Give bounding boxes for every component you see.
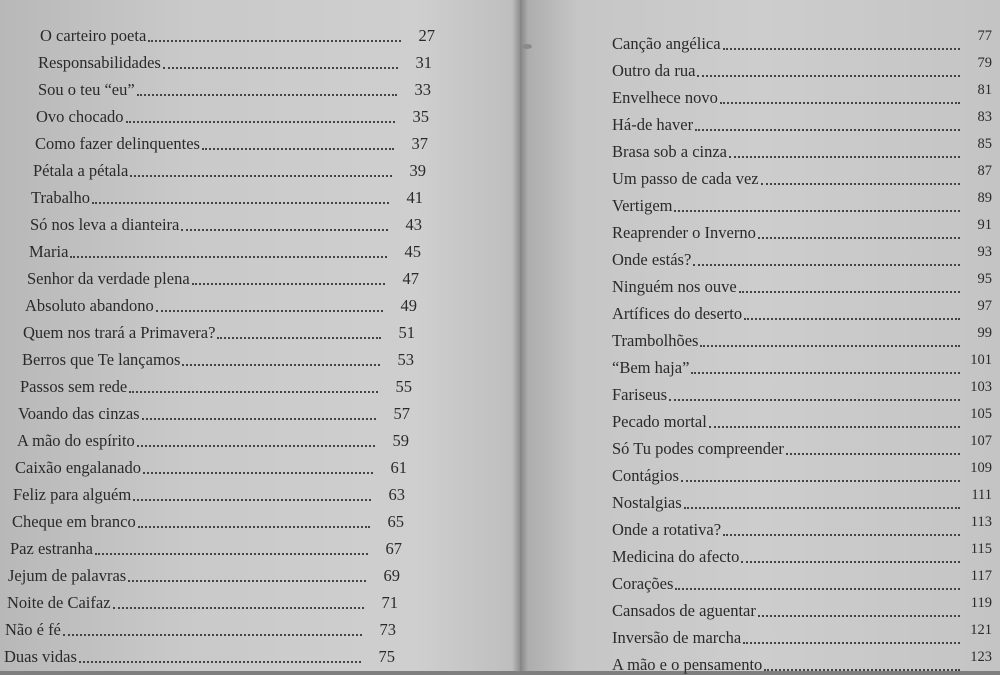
dot-leader	[202, 148, 394, 150]
dot-leader	[129, 391, 378, 393]
dot-leader	[130, 175, 392, 177]
toc-entry-title: Noite de Caifaz	[7, 593, 111, 612]
toc-entry-page-number: 47	[402, 269, 419, 288]
toc-entry	[8, 562, 400, 586]
toc-entry	[612, 165, 992, 189]
toc-entry	[612, 381, 992, 405]
dot-leader	[669, 399, 960, 401]
toc-entry-title: Medicina do afecto	[612, 547, 740, 566]
toc-entry	[612, 543, 992, 567]
toc-entry	[612, 489, 992, 513]
toc-entry-title: Onde estás?	[612, 250, 692, 269]
toc-entry-title: Berros que Te lançamos	[22, 350, 181, 369]
dot-leader	[723, 534, 960, 536]
dot-leader	[133, 499, 371, 501]
toc-entry-page-number: 123	[970, 649, 992, 665]
toc-entry-page-number: 91	[977, 217, 992, 233]
dot-leader	[697, 75, 960, 77]
toc-entry-title: Só nos leva a dianteira	[30, 215, 180, 234]
toc-entry-page-number: 63	[388, 485, 405, 504]
toc-entry-title: Pecado mortal	[612, 412, 707, 431]
toc-entry-page-number: 105	[970, 406, 992, 422]
dot-leader	[156, 310, 383, 312]
dot-leader	[684, 507, 960, 509]
dot-leader	[181, 229, 388, 231]
toc-entry-title: Ovo chocado	[36, 107, 124, 126]
dot-leader	[744, 318, 960, 320]
toc-entry-page-number: 83	[977, 109, 992, 125]
toc-entry	[612, 462, 992, 486]
toc-entry-page-number: 111	[971, 487, 992, 503]
toc-entry-title: O carteiro poeta	[40, 26, 147, 45]
toc-entry-page-number: 115	[970, 541, 992, 557]
toc-entry	[38, 49, 432, 73]
toc-entry-page-number: 65	[387, 512, 404, 531]
toc-entry-title: Onde a rotativa?	[612, 520, 722, 539]
toc-entry-page-number: 37	[411, 134, 428, 153]
dot-leader	[63, 634, 362, 636]
dot-leader	[761, 183, 960, 185]
dot-leader	[138, 526, 370, 528]
toc-entry-title: Corações	[612, 574, 674, 593]
toc-entry	[612, 138, 992, 162]
dot-leader	[217, 337, 381, 339]
dot-leader	[182, 364, 380, 366]
toc-entry-title: Feliz para alguém	[13, 485, 132, 504]
toc-entry-page-number: 53	[397, 350, 414, 369]
toc-entry-title: Canção angélica	[612, 34, 721, 53]
toc-entry-page-number: 39	[409, 161, 426, 180]
toc-entry-title: Como fazer delinquentes	[35, 134, 200, 153]
dot-leader	[729, 156, 960, 158]
toc-entry	[12, 508, 404, 532]
toc-entry-page-number: 79	[977, 55, 992, 71]
toc-entry-page-number: 77	[977, 28, 992, 44]
toc-entry-page-number: 97	[977, 298, 992, 314]
toc-entry-title: Um passo de cada vez	[612, 169, 759, 188]
toc-entry-title: Só Tu podes compreender	[612, 439, 784, 458]
toc-entry-page-number: 71	[381, 593, 398, 612]
toc-entry-page-number: 59	[392, 431, 409, 450]
toc-entry-title: Artífices do deserto	[612, 304, 743, 323]
toc-entry-page-number: 81	[977, 82, 992, 98]
toc-entry-title: Brasa sob a cinza	[612, 142, 727, 161]
toc-entry	[35, 130, 428, 154]
toc-entry	[612, 570, 992, 594]
dot-leader	[743, 642, 960, 644]
dot-leader	[723, 48, 960, 50]
toc-entry-title: Não é fé	[5, 620, 61, 639]
toc-entry	[612, 84, 992, 108]
toc-entry-page-number: 95	[977, 271, 992, 287]
toc-entry	[612, 300, 992, 324]
toc-entry-title: Vertigem	[612, 196, 673, 215]
dot-leader	[739, 291, 960, 293]
toc-entry	[5, 616, 396, 640]
toc-entry	[612, 624, 992, 648]
toc-entry-page-number: 43	[405, 215, 422, 234]
dot-leader	[143, 472, 373, 474]
toc-entry	[27, 265, 419, 289]
toc-entry-title: Maria	[29, 242, 69, 261]
toc-entry	[30, 211, 422, 235]
dot-leader	[720, 102, 960, 104]
dot-leader	[695, 129, 960, 131]
toc-entry	[10, 535, 402, 559]
dot-leader	[758, 615, 960, 617]
toc-entry-title: Cheque em branco	[12, 512, 136, 531]
toc-entry-title: Trambolhões	[612, 331, 699, 350]
dot-leader	[148, 40, 401, 42]
toc-entry	[612, 651, 992, 675]
toc-entry-page-number: 45	[404, 242, 421, 261]
dot-leader	[709, 426, 960, 428]
book-gutter	[512, 0, 528, 671]
toc-entry-title: Jejum de palavras	[8, 566, 127, 585]
dot-leader	[192, 283, 385, 285]
toc-entry-page-number: 113	[970, 514, 992, 530]
toc-entry	[36, 103, 429, 127]
dot-leader	[163, 67, 398, 69]
toc-entry	[612, 435, 992, 459]
toc-entry-page-number: 99	[977, 325, 992, 341]
toc-entry-title: Sou o teu “eu”	[38, 80, 135, 99]
toc-entry-title: Caixão engalanado	[15, 458, 141, 477]
toc-entry	[7, 589, 398, 613]
toc-entry-title: Passos sem rede	[20, 377, 128, 396]
toc-entry	[612, 327, 992, 351]
toc-entry-title: Envelhece novo	[612, 88, 718, 107]
toc-entry	[612, 516, 992, 540]
dot-leader	[142, 418, 376, 420]
toc-entry	[17, 427, 409, 451]
toc-entry-title: A mão e o pensamento	[612, 655, 763, 674]
toc-entry-title: Pétala a pétala	[33, 161, 129, 180]
toc-entry-page-number: 61	[390, 458, 407, 477]
dot-leader	[693, 264, 960, 266]
toc-entry-page-number: 101	[970, 352, 992, 368]
toc-entry-page-number: 89	[977, 190, 992, 206]
toc-entry	[612, 192, 992, 216]
toc-entry	[612, 30, 992, 54]
dot-leader	[95, 553, 368, 555]
toc-entry-page-number: 103	[970, 379, 992, 395]
toc-entry-page-number: 85	[977, 136, 992, 152]
toc-entry-page-number: 73	[379, 620, 396, 639]
toc-entry-page-number: 119	[970, 595, 992, 611]
toc-entry-title: Duas vidas	[4, 647, 77, 666]
toc-entry-page-number: 87	[977, 163, 992, 179]
dot-leader	[758, 237, 960, 239]
toc-entry	[33, 157, 426, 181]
toc-entry-page-number: 69	[383, 566, 400, 585]
dot-leader	[113, 607, 364, 609]
toc-entry-page-number: 121	[970, 622, 992, 638]
toc-entry	[40, 22, 435, 46]
toc-entry-page-number: 35	[412, 107, 429, 126]
toc-entry-page-number: 93	[977, 244, 992, 260]
toc-entry-title: A mão do espírito	[17, 431, 135, 450]
toc-entry	[612, 111, 992, 135]
toc-entry-title: Trabalho	[31, 188, 90, 207]
toc-entry	[13, 481, 405, 505]
dot-leader	[691, 372, 960, 374]
toc-entry-title: Paz estranha	[10, 539, 93, 558]
toc-entry-page-number: 75	[378, 647, 395, 666]
dot-leader	[786, 453, 960, 455]
paper-mark	[522, 44, 532, 49]
toc-entry	[22, 346, 414, 370]
toc-entry-title: Voando das cinzas	[18, 404, 140, 423]
dot-leader	[137, 94, 397, 96]
toc-entry	[18, 400, 410, 424]
toc-entry	[612, 57, 992, 81]
toc-entry-page-number: 31	[415, 53, 432, 72]
toc-entry-page-number: 57	[393, 404, 410, 423]
toc-entry-page-number: 27	[418, 26, 435, 45]
dot-leader	[92, 202, 389, 204]
dot-leader	[700, 345, 960, 347]
toc-entry-title: Cansados de aguentar	[612, 601, 756, 620]
toc-entry-title: Absoluto abandono	[25, 296, 154, 315]
toc-entry-title: Nostalgias	[612, 493, 682, 512]
toc-entry	[38, 76, 431, 100]
toc-entry	[23, 319, 415, 343]
toc-entry	[612, 408, 992, 432]
toc-entry-title: Responsabilidades	[38, 53, 161, 72]
toc-entry	[4, 643, 395, 667]
toc-entry	[29, 238, 421, 262]
toc-entry-title: Senhor da verdade plena	[27, 269, 190, 288]
toc-entry-title: Quem nos trará a Primavera?	[23, 323, 216, 342]
toc-entry-title: Ninguém nos ouve	[612, 277, 737, 296]
toc-entry-page-number: 49	[400, 296, 417, 315]
toc-entry-title: Inversão de marcha	[612, 628, 742, 647]
toc-entry	[612, 597, 992, 621]
toc-entry-page-number: 51	[398, 323, 415, 342]
toc-entry-page-number: 107	[970, 433, 992, 449]
dot-leader	[137, 445, 375, 447]
toc-entry-title: “Bem haja”	[612, 358, 690, 377]
toc-entry-page-number: 67	[385, 539, 402, 558]
toc-entry	[31, 184, 423, 208]
toc-entry-title: Contágios	[612, 466, 679, 485]
toc-entry-page-number: 109	[970, 460, 992, 476]
toc-entry-page-number: 55	[395, 377, 412, 396]
toc-entry	[612, 273, 992, 297]
dot-leader	[674, 210, 960, 212]
dot-leader	[126, 121, 395, 123]
toc-entry	[20, 373, 412, 397]
toc-entry	[25, 292, 417, 316]
toc-entry-page-number: 41	[406, 188, 423, 207]
toc-entry	[612, 219, 992, 243]
dot-leader	[741, 561, 960, 563]
dot-leader	[79, 661, 361, 663]
dot-leader	[681, 480, 960, 482]
dot-leader	[70, 256, 387, 258]
toc-entry	[612, 246, 992, 270]
toc-entry-title: Fariseus	[612, 385, 667, 404]
dot-leader	[128, 580, 366, 582]
toc-entry-title: Outro da rua	[612, 61, 696, 80]
dot-leader	[675, 588, 960, 590]
toc-entry-page-number: 33	[414, 80, 431, 99]
toc-entry-page-number: 117	[970, 568, 992, 584]
toc-entry-title: Reaprender o Inverno	[612, 223, 756, 242]
toc-entry	[15, 454, 407, 478]
toc-entry-title: Há-de haver	[612, 115, 694, 134]
toc-entry	[612, 354, 992, 378]
